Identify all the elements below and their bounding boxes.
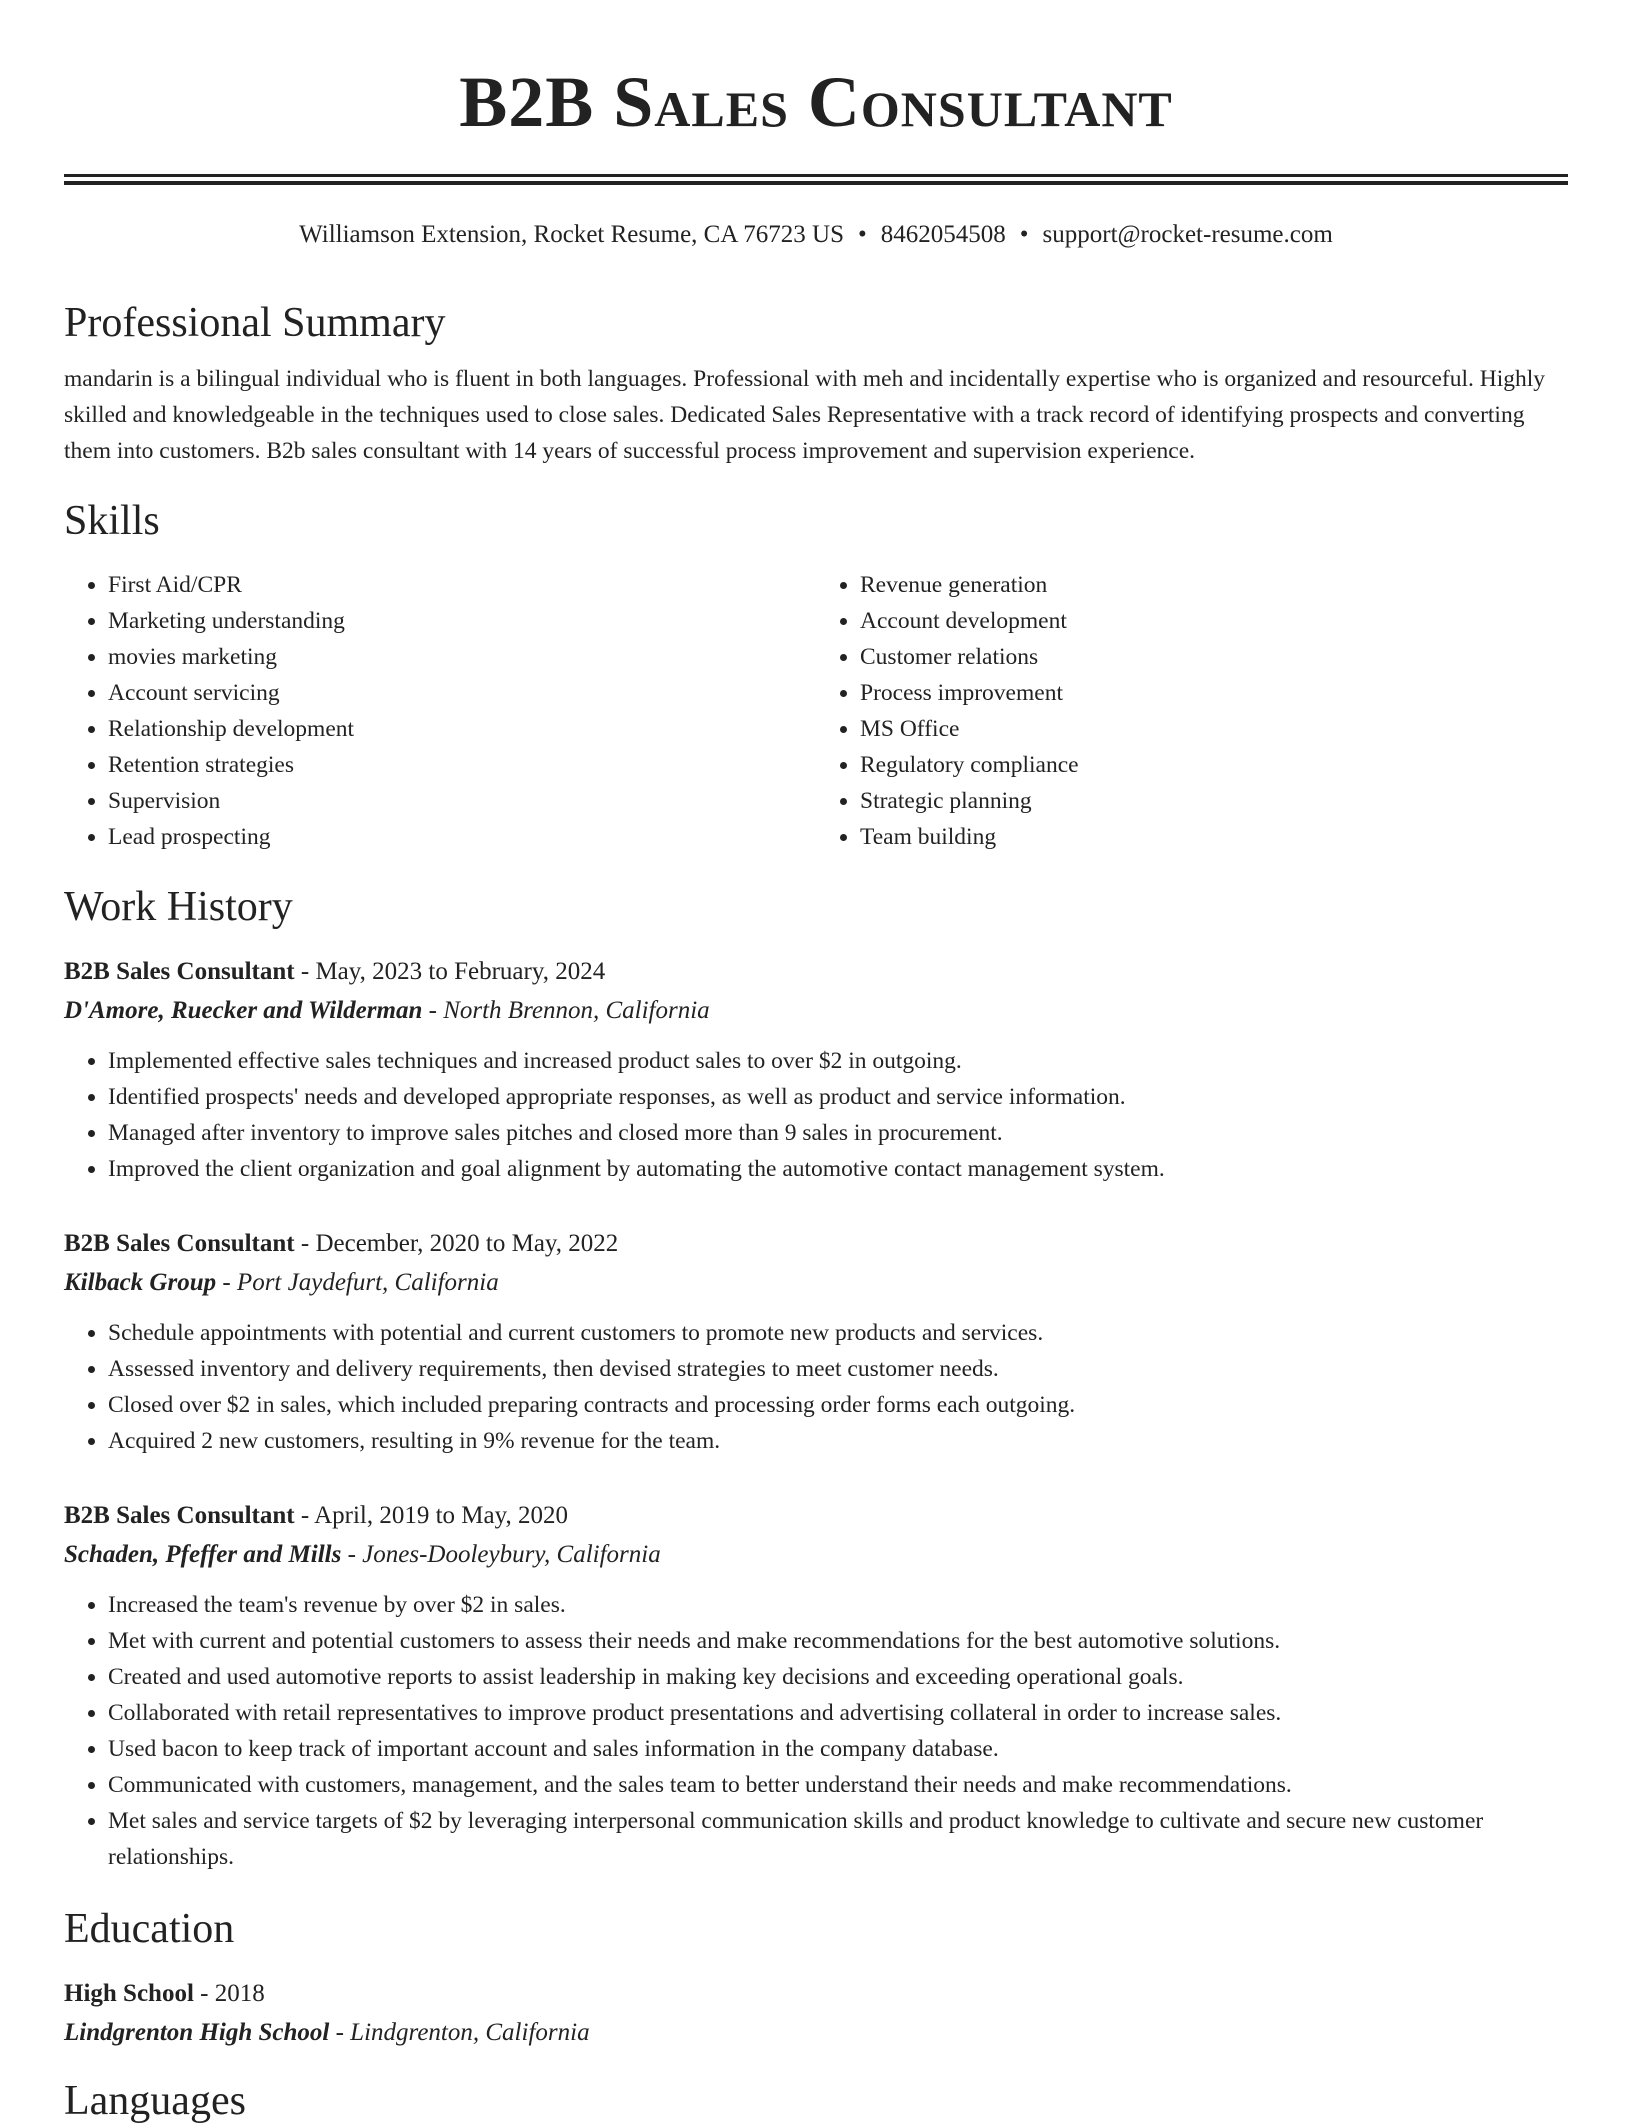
job-bullet: • Implemented effective sales techniques and increased product sales to over $2 in outgoing. xyxy=(108,1043,1568,1079)
skills-list-left xyxy=(64,567,816,855)
skill-item: • Relationship development xyxy=(108,711,816,747)
skill-item: • Lead prospecting xyxy=(108,819,816,855)
job-role: B2B Sales Consultant xyxy=(64,1230,295,1257)
summary-text: mandarin is a bilingual individual who is fluent in both languages. Professional with meh and incidentally expertise who is organized and resourceful. Highly skilled and knowledgeable in the techniques used to close sales. Dedicated Sales Representative with a track record of identifying prospects and converting them into customers. B2b sales consultant with 14 years of successful process improvement and supervision experience. xyxy=(64,366,1546,464)
skill-item: • Retention strategies xyxy=(108,747,816,783)
education-year: - 2018 xyxy=(193,1980,265,2007)
job-bullet: • Collaborated with retail representatives to improve product presentations and advertising collateral in order to increase sales. xyxy=(108,1695,1568,1731)
skill-item: • First Aid/CPR xyxy=(108,567,816,603)
job-company: Kilback Group xyxy=(64,1269,217,1296)
job-bullet: • Identified prospects' needs and developed appropriate responses, as well as product and service information. xyxy=(108,1079,1568,1115)
contact-separator: • xyxy=(1019,221,1029,248)
job-role: B2B Sales Consultant xyxy=(64,958,295,985)
job-location: - Jones-Dooleybury, California xyxy=(341,1541,661,1568)
contact-line xyxy=(64,219,1568,251)
education-school-line xyxy=(64,2013,1568,2053)
skill-item: • Process improvement xyxy=(860,675,1568,711)
job-entry xyxy=(64,1497,1568,1875)
job-header xyxy=(64,1225,1568,1263)
job-bullet: • Communicated with customers, management, and the sales team to better understand their needs and make recommendations. xyxy=(108,1767,1568,1803)
job-bullet: • Schedule appointments with potential and current customers to promote new products and services. xyxy=(108,1315,1568,1351)
contact-address: Williamson Extension, Rocket Resume, CA 76723 US xyxy=(299,221,844,248)
job-company-line xyxy=(64,1535,1568,1575)
skills-list-right xyxy=(816,567,1568,855)
skill-item: • Strategic planning xyxy=(860,783,1568,819)
contact-phone: 8462054508 xyxy=(880,221,1006,248)
job-location: - Port Jaydefurt, California xyxy=(216,1269,499,1296)
skills-columns xyxy=(64,567,1568,855)
skill-item: • Regulatory compliance xyxy=(860,747,1568,783)
education-school: Lindgrenton High School xyxy=(64,2019,330,2046)
job-company: D'Amore, Ruecker and Wilderman xyxy=(64,997,423,1024)
job-company-line xyxy=(64,1263,1568,1303)
job-company: Schaden, Pfeffer and Mills xyxy=(64,1541,342,1568)
job-bullets xyxy=(64,1587,1568,1875)
skill-item: • Supervision xyxy=(108,783,816,819)
skill-item: • Account servicing xyxy=(108,675,816,711)
job-dates: - December, 2020 to May, 2022 xyxy=(294,1230,619,1257)
job-bullet: • Met with current and potential customers to assess their needs and make recommendations for the best automotive solutions. xyxy=(108,1623,1568,1659)
job-bullets xyxy=(64,1043,1568,1187)
education-header xyxy=(64,1975,1568,2013)
job-company-line xyxy=(64,991,1568,1031)
job-bullet: • Acquired 2 new customers, resulting in 9% revenue for the team. xyxy=(108,1423,1568,1459)
job-bullet: • Created and used automotive reports to assist leadership in making key decisions and exceeding operational goals. xyxy=(108,1659,1568,1695)
contact-separator: • xyxy=(857,221,867,248)
job-entry xyxy=(64,953,1568,1187)
skill-item: • Customer relations xyxy=(860,639,1568,675)
job-bullet: • Increased the team's revenue by over $2 in sales. xyxy=(108,1587,1568,1623)
skill-item: • Revenue generation xyxy=(860,567,1568,603)
skills-heading: Skills xyxy=(64,498,160,544)
job-dates: - April, 2019 to May, 2020 xyxy=(294,1502,568,1529)
work-history-heading: Work History xyxy=(64,884,293,930)
skill-item: • Account development xyxy=(860,603,1568,639)
resume-name: B2B Sales Consultant xyxy=(459,62,1173,142)
education-location: - Lindgrenton, California xyxy=(329,2019,590,2046)
education-degree: High School xyxy=(64,1980,194,2007)
job-bullet: • Improved the client organization and goal alignment by automating the automotive contact management system. xyxy=(108,1151,1568,1187)
summary-heading: Professional Summary xyxy=(64,300,446,346)
job-dates: - May, 2023 to February, 2024 xyxy=(294,958,606,985)
job-bullet: • Managed after inventory to improve sales pitches and closed more than 9 sales in procurement. xyxy=(108,1115,1568,1151)
header-double-rule xyxy=(64,174,1568,185)
contact-email: support@rocket-resume.com xyxy=(1042,221,1333,248)
languages-heading: Languages xyxy=(64,2078,246,2124)
skill-item: • movies marketing xyxy=(108,639,816,675)
job-bullet: • Closed over $2 in sales, which included preparing contracts and processing order forms each outgoing. xyxy=(108,1387,1568,1423)
education-entry xyxy=(64,1975,1568,2053)
job-bullet: • Used bacon to keep track of important account and sales information in the company database. xyxy=(108,1731,1568,1767)
job-bullets xyxy=(64,1315,1568,1459)
skill-item: • Team building xyxy=(860,819,1568,855)
skill-item: • MS Office xyxy=(860,711,1568,747)
job-location: - North Brennon, California xyxy=(422,997,710,1024)
job-header xyxy=(64,1497,1568,1535)
job-bullet: • Assessed inventory and delivery requirements, then devised strategies to meet customer needs. xyxy=(108,1351,1568,1387)
skill-item: • Marketing understanding xyxy=(108,603,816,639)
job-entry xyxy=(64,1225,1568,1459)
job-role: B2B Sales Consultant xyxy=(64,1502,295,1529)
education-heading: Education xyxy=(64,1906,235,1952)
job-bullet: • Met sales and service targets of $2 by leveraging interpersonal communication skills and product knowledge to cultivate and secure new customer relationships. xyxy=(108,1803,1568,1875)
job-header xyxy=(64,953,1568,991)
